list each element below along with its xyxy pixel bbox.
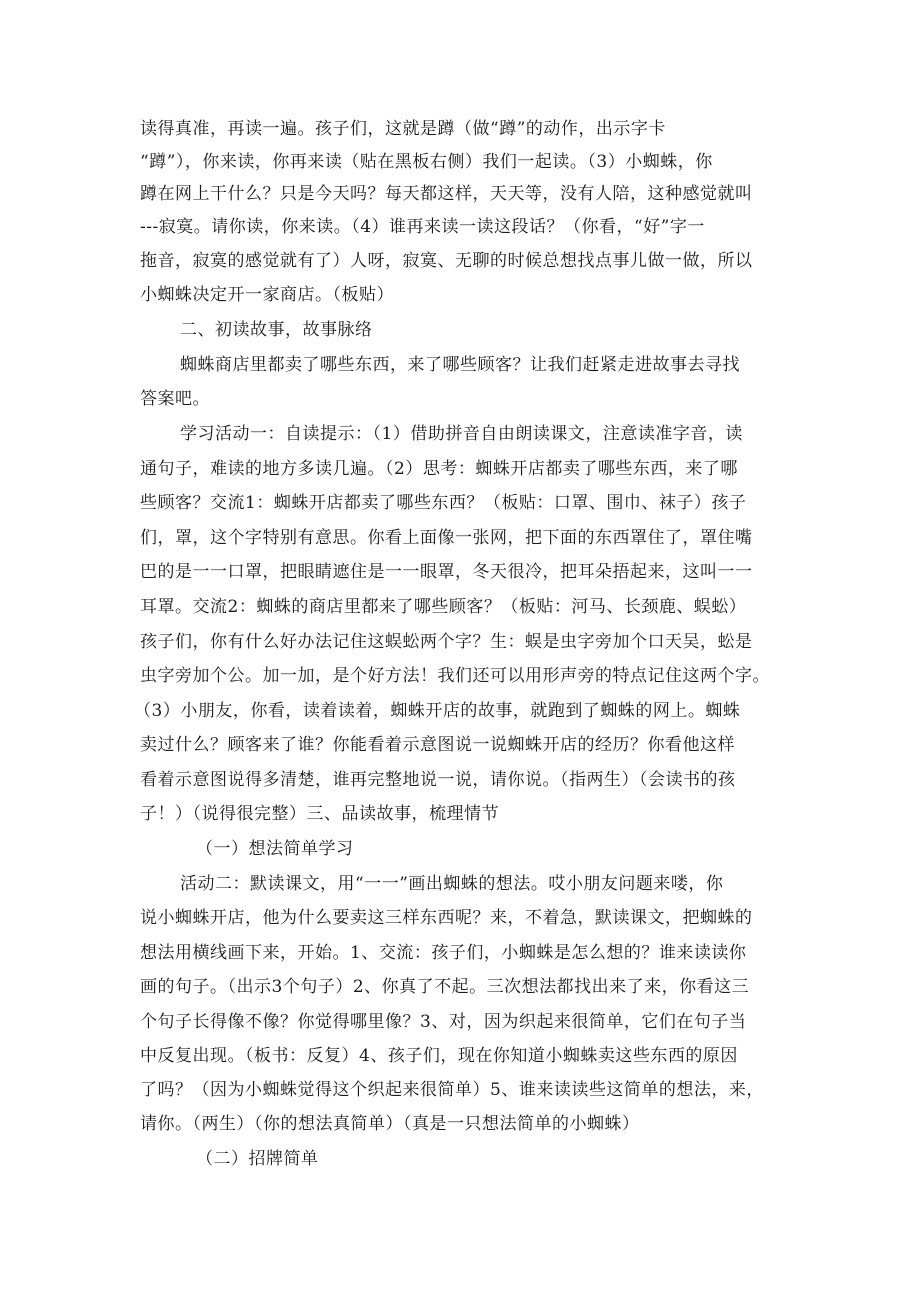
text-line: 个句子长得像不像？你觉得哪里像？3、对，因为织起来很简单，它们在句子当 <box>140 1012 747 1032</box>
section-heading: （二）招牌简单 <box>196 1149 319 1169</box>
text-line: （3）小朋友，你看，读着读着，蜘蛛开店的故事，就跑到了蜘蛛的网上。蜘蛛 <box>134 701 741 721</box>
text-line: 看着示意图说得多清楚，谁再完整地说一说，请你说。（指两生）（会读书的孩 <box>140 770 736 790</box>
text-line: 中反复出现。（板书：反复）4、孩子们，现在你知道小蜘蛛卖这些东西的原因 <box>140 1046 738 1066</box>
text-line: 活动二：默读课文，用“一一”画出蜘蛛的想法。哎小朋友问题来喽，你 <box>180 874 724 894</box>
text-line: 蜘蛛商店里都卖了哪些东西，来了哪些顾客？让我们赶紧走进故事去寻找 <box>180 355 740 375</box>
text-line: 孩子们，你有什么好办法记住这蜈蚣两个字？生：蜈是虫字旁加个口天吴，蚣是 <box>140 632 753 652</box>
section-heading: （一）想法简单学习 <box>196 839 354 859</box>
text-line: 了吗？（因为小蜘蛛觉得这个织起来很简单）5、谁来读读些这简单的想法，来， <box>140 1080 764 1100</box>
text-line: 读得真准，再读一遍。孩子们，这就是蹲（做“蹲”的动作，出示字卡 <box>140 119 666 139</box>
text-line: 子！）（说得很完整）三、品读故事，梳理情节 <box>140 804 499 824</box>
text-line: 拖音，寂寞的感觉就有了）人呀，寂寞、无聊的时候总想找点事儿做一做，所以 <box>140 251 753 271</box>
text-line: 巴的是一一口罩，把眼睛遮住是一一眼罩，冬天很冷，把耳朵捂起来，这叫一一 <box>140 562 753 582</box>
text-line: 蹲在网上干什么？只是今天吗？每天都这样，天天等，没有人陪，这种感觉就叫 <box>140 184 753 204</box>
text-line: 学习活动一：自读提示：（1）借助拼音自由朗读课文，注意读准字音，读 <box>180 424 743 444</box>
text-line: 些顾客？交流1：蜘蛛开店都卖了哪些东西？（板贴：口罩、围巾、袜子）孩子 <box>140 493 747 513</box>
text-line: “蹲”），你来读，你再来读（贴在黑板右侧）我们一起读。（3）小蜘蛛，你 <box>140 152 713 172</box>
section-heading: 二、初读故事，故事脉络 <box>180 320 373 340</box>
text-line: 说小蜘蛛开店，他为什么要卖这三样东西呢？来，不着急，默读课文，把蜘蛛的 <box>140 908 753 928</box>
text-line: 耳罩。交流2：蜘蛛的商店里都来了哪些顾客？（板贴：河马、长颈鹿、蜈蚣） <box>140 597 747 617</box>
text-line: 们，罩，这个字特别有意思。你看上面像一张网，把下面的东西罩住了，罩住嘴 <box>140 528 753 548</box>
text-line: 卖过什么？顾客来了谁？你能看着示意图说一说蜘蛛开店的经历？你看他这样 <box>140 735 735 755</box>
text-line: 答案吧。 <box>140 389 210 409</box>
text-line: 想法用横线画下来，开始。1、交流：孩子们，小蜘蛛是怎么想的？谁来读读你 <box>140 943 747 963</box>
text-line: 虫字旁加个公。加一加，是个好方法！我们还可以用形声旁的特点记住这两个字。 <box>140 666 770 686</box>
text-line: 请你。（两生）（你的想法真简单）（真是一只想法简单的小蜘蛛） <box>140 1114 640 1134</box>
text-line: 通句子，难读的地方多读几遍。（2）思考：蜘蛛开店都卖了哪些东西，来了哪 <box>140 459 738 479</box>
text-line: ---寂寞。请你读，你来读。（4）谁再来读一读这段话？（你看，“好”字一 <box>140 217 705 237</box>
text-line: 画的句子。（出示3个句子）2、你真了不起。三次想法都找出来了来，你看这三 <box>140 977 750 997</box>
text-line: 小蜘蛛决定开一家商店。（板贴） <box>140 285 394 305</box>
